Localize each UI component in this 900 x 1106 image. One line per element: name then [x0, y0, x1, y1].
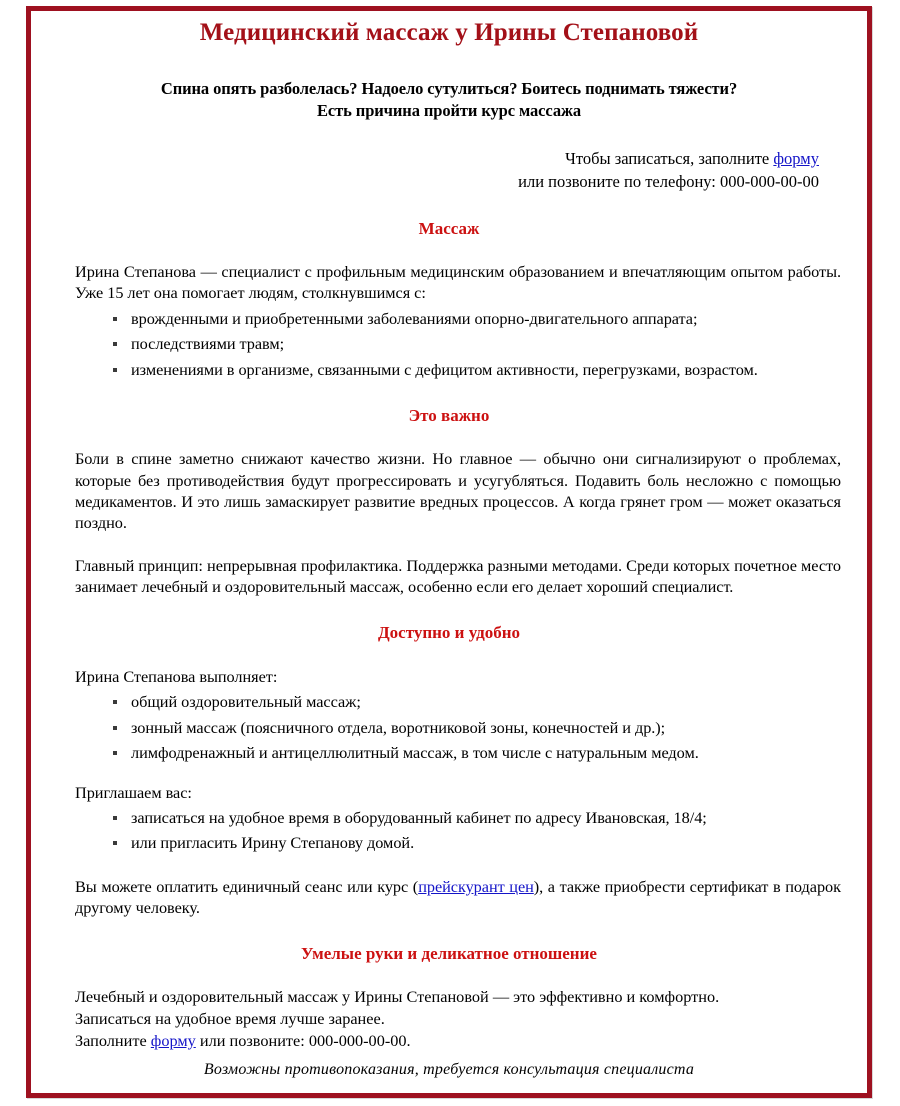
list-item-text: лимфодренажный и антицеллюлитный массаж, в том числе с натуральным медом. [131, 743, 699, 763]
lead-line-1: Спина опять разболелась? Надоело сутулиться? Боитесь поднимать тяжести? [160, 78, 738, 98]
list-item-text: общий оздоровительный массаж; [131, 692, 361, 712]
bullet-icon [113, 342, 117, 346]
closing-suffix-text: или позвоните: 000-000-00-00. [195, 1030, 411, 1050]
list-item [113, 742, 841, 764]
booking-form-link[interactable]: форму [773, 149, 819, 169]
closing-block [53, 986, 845, 1051]
list-item-text: последствиями травм; [131, 334, 285, 354]
bullet-icon [113, 751, 117, 755]
payment-paragraph [53, 876, 845, 918]
list-item [113, 691, 841, 713]
closing-prefix-text: Заполните [75, 1030, 151, 1050]
bullet-icon [113, 816, 117, 820]
list-item [113, 333, 841, 355]
bullet-icon [113, 368, 117, 372]
lead-statement [53, 78, 845, 123]
contact-prefix-text: Чтобы записаться, заполните [565, 149, 774, 169]
closing-line-2: Записаться на удобное время лучше заранее. [75, 1009, 385, 1029]
list-item-text: изменениями в организме, связанными с дефицитом активности, перегрузками, возрастом. [131, 359, 758, 379]
contact-phone-line: или позвоните по телефону: 000-000-00-00 [518, 171, 819, 191]
bullet-icon [113, 700, 117, 704]
lead-line-2: Есть причина пройти курс массажа [317, 101, 581, 121]
list-item-text: зонный массаж (поясничного отдела, воротниковой зоны, конечностей и др.); [131, 717, 666, 737]
invite-intro-paragraph: Приглашаем вас: [75, 782, 192, 802]
page-title: Медицинский массаж у Ирины Степановой [199, 19, 699, 46]
contact-line-1 [53, 148, 819, 170]
important-paragraph-1: Боли в спине заметно снижают качество жизни. Но главное — обычно они сигнализируют о проблемах, которые без противодействия будут прогрессировать и усугубляться. Подавить боль несложно с помощью медикаментов. И это лишь замаскирует развитие вредных процессов. А когда грянет гром — может оказаться поздно. [75, 449, 841, 532]
massage-conditions-list [53, 308, 845, 381]
bullet-icon [113, 317, 117, 321]
section-heading-hands: Умелые руки и деликатное отношение [301, 944, 597, 964]
document-body [31, 11, 867, 1093]
closing-line-3 [75, 1030, 841, 1052]
services-list [53, 691, 845, 764]
list-item-text: или пригласить Ирину Степанову домой. [131, 833, 415, 853]
bullet-icon [113, 726, 117, 730]
payment-text-before: Вы можете оплатить единичный сеанс или курс ( [75, 876, 419, 896]
bullet-icon [113, 841, 117, 845]
section-heading-important: Это важно [408, 406, 490, 426]
booking-form-link-footer[interactable]: форму [150, 1030, 196, 1050]
contact-block [53, 148, 819, 193]
payment-text-after: ), а также приобрести сертификат в подарок другому человеку. [75, 876, 841, 917]
section-heading-available: Доступно и удобно [377, 623, 521, 643]
list-item [113, 807, 841, 829]
important-paragraph-2: Главный принцип: непрерывная профилактика. Поддержка разными методами. Среди которых почетное место занимает лечебный и оздоровительный массаж, особенно если его делает хороший специалист. [75, 556, 841, 597]
list-item [113, 717, 841, 739]
invite-list [53, 807, 845, 854]
list-item-text: врожденными и приобретенными заболеваниями опорно-двигательного аппарата; [131, 308, 698, 328]
closing-line-1: Лечебный и оздоровительный массаж у Ирины Степановой — это эффективно и комфортно. [75, 987, 720, 1007]
section-heading-massage: Массаж [418, 218, 480, 238]
massage-intro-paragraph: Ирина Степанова — специалист с профильным медицинским образованием и впечатляющим опытом работы. Уже 15 лет она помогает людям, столкнувшимся с: [75, 262, 841, 303]
list-item [113, 832, 841, 854]
list-item [113, 359, 841, 381]
price-list-link[interactable]: прейскурант цен [418, 876, 534, 896]
services-intro-paragraph: Ирина Степанова выполняет: [75, 666, 278, 686]
disclaimer-text: Возможны противопоказания, требуется консультация специалиста [203, 1061, 695, 1078]
document-frame [26, 6, 872, 1098]
list-item-text: записаться на удобное время в оборудованный кабинет по адресу Ивановская, 18/4; [131, 807, 707, 827]
list-item [113, 308, 841, 330]
